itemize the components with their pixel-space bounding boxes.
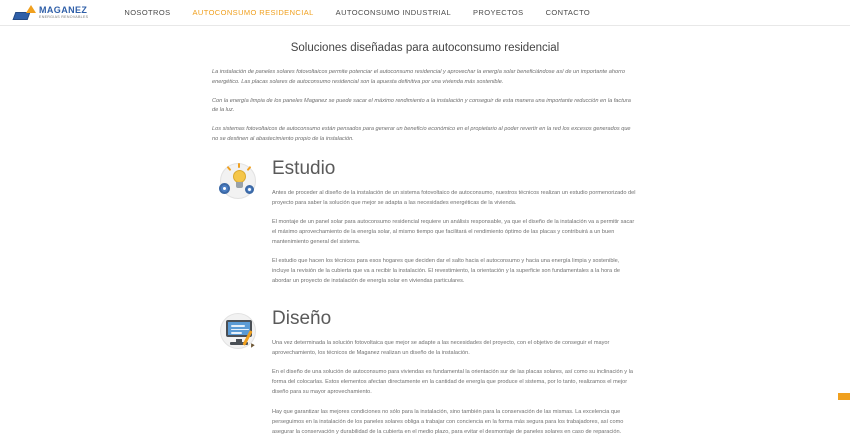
site-header [0,0,850,26]
nav-item-proyectos[interactable]: PROYECTOS [473,8,524,17]
section-icon-wrapper [212,309,268,351]
section-body [268,309,638,446]
section-paragraph: En el diseño de una solución de autoconsumo para viviendas es fundamental la orientación sur de las placas solares, así como su inclinación y la forma del colocarlas. Estos elementos afectan directamente en la cantidad de energía que produce el sistema, por lo tanto, realizamos el mejor diseño para su mayor aprovechamiento. [272,369,634,396]
intro-paragraph: Los sistemas fotovoltaicos de autoconsumo están pensados para generar un beneficio económico en el propietario al poder revertir en la red los excesos generados que no se destinen al abastecimiento propio de la instalación. [212,126,631,142]
page-title: Soluciones diseñadas para autoconsumo residencial [290,42,560,54]
nav-item-contacto[interactable]: CONTACTO [545,8,591,17]
section-paragraph: Hay que garantizar las mejores condiciones no sólo para la instalación, sino también para la conservación de las mismas. La excelencia que perseguimos en la instalación de los paneles solares obliga a trabajar con conciencia en la forma más segura para los trabajadores, así como asegurar la conservación y durabilidad de la cubierta en el medio plazo, para evitar el desmontaje de paneles solares en caso de reparación. [272,408,624,435]
scroll-to-top-button[interactable] [838,393,850,400]
solar-panel-sun-icon [14,5,36,21]
logo-subtitle: ENERGIAS RENOVABLES [39,14,89,19]
section-body [268,159,638,296]
monitor-pencil-icon [217,311,263,351]
intro-paragraph: Con la energía limpia de los paneles Maganez se puede sacar el máximo rendimiento a la instalación y conseguir de esta manera una importante reducción en la factura de la luz. [212,97,631,114]
section-diseno [212,309,638,446]
section-title-diseno: Diseño [272,308,332,330]
logo-text-block [39,6,88,20]
section-paragraph: Una vez determinada la solución fotovoltaica que mejor se adapte a las necesidades del proyecto, con el objetivo de conseguir el mayor aprovechamiento, los técnicos de Maganez realizan un diseño de la instalación. [272,340,610,357]
nav-item-nosotros[interactable]: NOSOTROS [124,8,171,17]
main-navigation [124,8,590,17]
intro-block [212,68,638,145]
section-estudio [212,159,638,296]
section-paragraph: El montaje de un panel solar para autoconsumo residencial requiere un análisis responsable, ya que el diseño de la instalación va a permitir sacar el máximo aprovechamiento de la energía solar, al mismo tiempo que facilitará el rendimiento óptimo de las placas y contribuirá a un buen mantenimiento general del sistema. [272,218,635,245]
intro-paragraph: La instalación de paneles solares fotovoltaicos permite potenciar el autoconsumo residencial y aprovechar la energía solar beneficiándose así de un importante ahorro energético. Las placas solares de autoconsumo residencial son la apuesta definitiva por una vivienda más sostenible. [212,69,625,85]
page-content [0,26,850,446]
section-paragraph: El estudio que hacen los técnicos para esos hogares que deciden dar el salto hacia el autoconsumo y hacia una energía limpia y sostenible, incluye la revisión de la cubierta que va a recibir la instalación. El revestimiento, la orientación y la superficie son fundamentales a la hora de abordar un proyecto de instalación de energía solar en viviendas particulares. [272,258,620,285]
nav-item-autoconsumo-residencial[interactable]: AUTOCONSUMO RESIDENCIAL [192,8,314,17]
section-paragraph: Antes de proceder al diseño de la instalación de un sistema fotovoltaico de autoconsumo, nuestros técnicos realizan un estudio pormenorizado del proyecto para saber la solución que mejor se adapta a las necesidades energéticas de la vivienda. [272,189,636,206]
section-title-estudio: Estudio [272,157,336,179]
logo-name: MAGANEZ [39,4,88,15]
lightbulb-gears-icon [217,161,263,201]
section-icon-wrapper [212,159,268,201]
site-logo[interactable] [14,5,88,21]
nav-item-autoconsumo-industrial[interactable]: AUTOCONSUMO INDUSTRIAL [335,8,452,17]
